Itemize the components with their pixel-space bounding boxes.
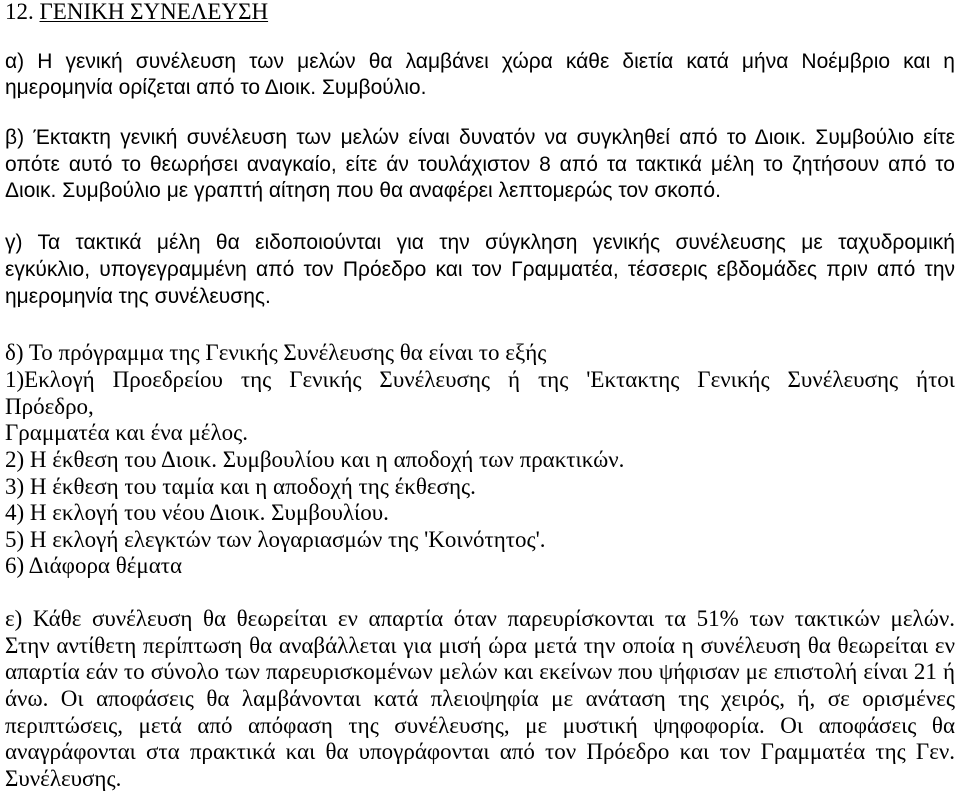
paragraph-b-line: οπότε αυτό το θεωρήσει αναγκαίο, είτε άν τουλάχιστον 8 από τα τακτικά μέλη το ζητήσουν από το xyxy=(5,153,955,176)
section-title: ΓΕΝΙΚΗ ΣΥΝΕΛΕΥΣΗ xyxy=(39,0,269,24)
paragraph-c-line: εγκύκλιο, υπογεγραμμένη από τον Πρόεδρο και τον Γραμματέα, τέσσερις εβδομάδες πριν από την xyxy=(5,258,955,281)
paragraph-e-line: άνω. Οι αποφάσεις θα λαμβάνονται κατά πλειοψηφία με ανάταση της χειρός, ή, σε ορισμένες xyxy=(5,686,955,711)
agenda-item: 3) Η έκθεση του ταμία και η αποδοχή της έκθεσης. xyxy=(5,474,476,499)
paragraph-c-line: ημερομηνία της συνέλευσης. xyxy=(5,285,271,308)
agenda-item-line: 1)Εκλογή Προεδρείου της Γενικής Συνέλευσης ή της 'Εκτακτης Γενικής Συνέλευσης ήτοι xyxy=(5,367,955,392)
paragraph-a-line: ημερομηνία ορίζεται από το Διοικ. Συμβούλιο. xyxy=(5,76,427,99)
section-heading xyxy=(5,0,955,24)
paragraph-e-line: ε) Κάθε συνέλευση θα θεωρείται εν απαρτία όταν παρευρίσκονται τα 51% των τακτικών μελών. xyxy=(5,606,955,631)
paragraph-e-line: περιπτώσεις, μετά από απόφαση της συνέλευσης, με μυστική ψηφοφορία. Οι αποφάσεις θα xyxy=(5,713,955,738)
paragraph-e-line: απαρτία εάν το σύνολο των παρευρισκομένων μελών και εκείνων που ψήφισαν με επιστολή είναι 21 ή xyxy=(5,659,955,684)
agenda-item: 5) Η εκλογή ελεγκτών των λογαριασμών της 'Κοινότητος'. xyxy=(5,527,546,552)
paragraph-a-line: α) Η γενική συνέλευση των μελών θα λαμβάνει χώρα κάθε διετία κατά μήνα Νοέμβριο και η xyxy=(5,50,955,73)
paragraph-e-line: αναγράφονται στα πρακτικά και θα υπογράφονται από τον Πρόεδρο και τον Γραμματέα της Γεν. xyxy=(5,739,955,764)
agenda-item: 6) Διάφορα θέματα xyxy=(5,553,183,578)
section-number: 12. xyxy=(5,0,34,24)
paragraph-e-line: Συνέλευσης. xyxy=(5,766,122,791)
paragraph-c-line: γ) Τα τακτικά μέλη θα ειδοποιούνται για την σύγκληση γενικής συνέλευσης με ταχυδρομική xyxy=(5,231,955,254)
agenda-item: 4) Η εκλογή του νέου Διοικ. Συμβουλίου. xyxy=(5,500,389,525)
agenda-item-line: Γραμματέα και ένα μέλος. xyxy=(5,420,248,445)
agenda-intro: δ) Το πρόγραμμα της Γενικής Συνέλευσης θα είναι το εξής xyxy=(5,340,547,365)
agenda-item-line: Πρόεδρο, xyxy=(5,394,94,419)
agenda-item: 2) Η έκθεση του Διοικ. Συμβουλίου και η αποδοχή των πρακτικών. xyxy=(5,447,625,472)
paragraph-e-line: Στην αντίθετη περίπτωση θα αναβάλλεται για μισή ώρα μετά την οποία η συνέλευση θα θεωρείται εν xyxy=(5,633,955,658)
paragraph-b-line: Διοικ. Συμβούλιο με γραπτή αίτηση που θα αναφέρει λεπτομερώς τον σκοπό. xyxy=(5,179,721,202)
paragraph-b-line: β) Έκτακτη γενική συνέλευση των μελών είναι δυνατόν να συγκληθεί από το Διοικ. Συμβούλιο είτε xyxy=(5,126,955,149)
